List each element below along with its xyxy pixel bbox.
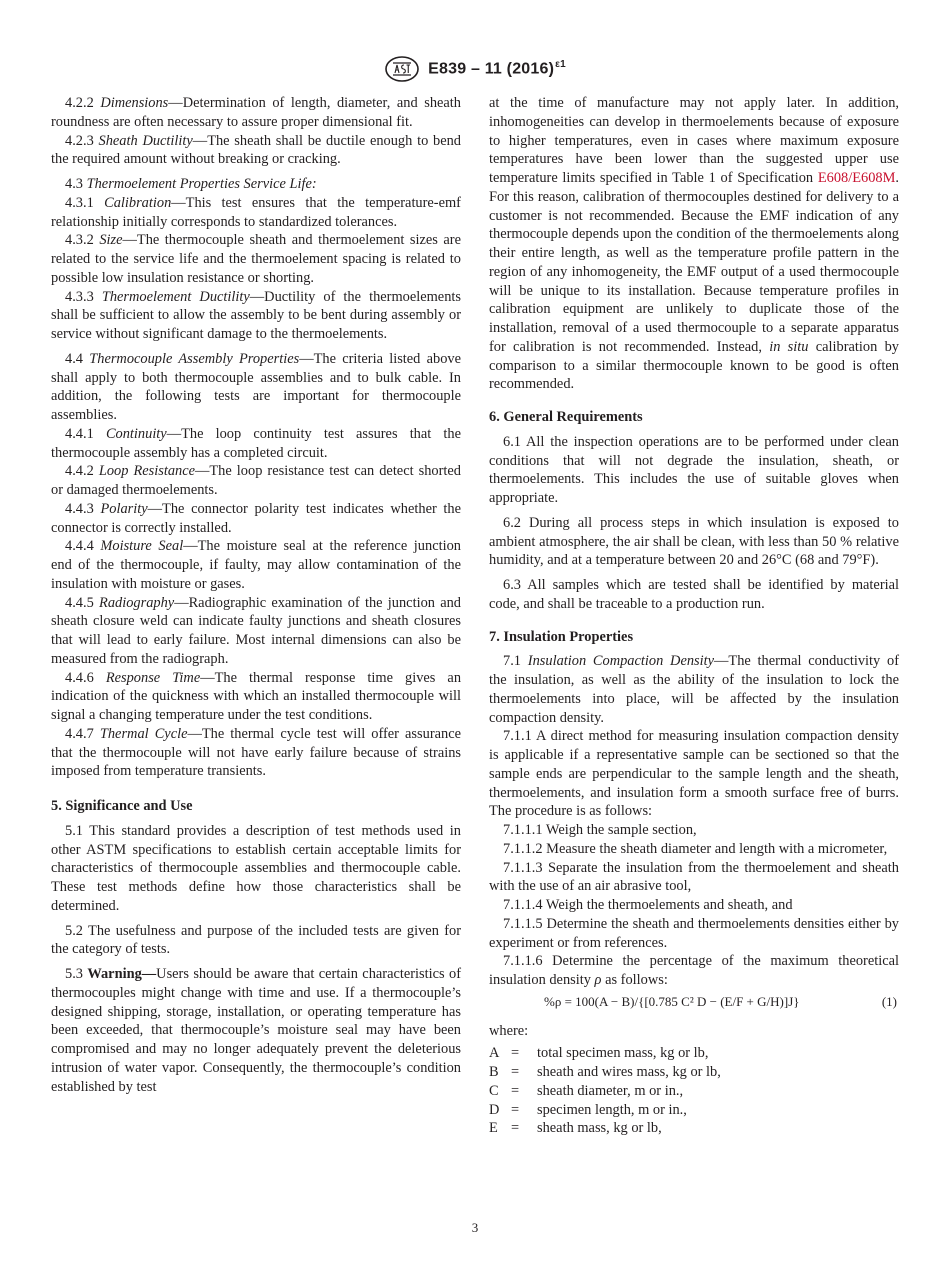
paragraph-4-2-3: 4.2.3 Sheath Ductility—The sheath shall be ductile enough to bend the required amount without breaking or cracking. — [51, 132, 461, 168]
paragraph-4-2-2: 4.2.2 Dimensions—Determination of length, diameter, and sheath roundness are often necessary to assure proper dimensional fit. — [51, 95, 461, 130]
page-header — [0, 54, 950, 84]
paragraph-7-1-1-1: 7.1.1.1 Weigh the sample section, — [503, 822, 697, 838]
paragraph-7-1: 7.1 Insulation Compaction Density—The thermal conductivity of the insulation, as well as the ability of the insulation to lock the thermoelements into place, will be affected by the insulation compaction density. — [489, 653, 899, 726]
equation-number: (1) — [881, 993, 897, 1009]
variable-definitions — [489, 1044, 899, 1138]
paragraph-4-4-7: 4.4.7 Thermal Cycle—The thermal cycle test will offer assurance that the thermocouple will not have early failure because of strains imposed from temperature transients. — [51, 725, 461, 780]
definition-row: D = specimen length, m or in., — [489, 1101, 687, 1118]
paragraph-4-4: 4.4 Thermocouple Assembly Properties—The criteria listed above shall apply to both thermocouple assemblies and to bulk cable. In addition, the following tests are important for thermocouple assemblies. — [51, 350, 461, 423]
paragraph-7-1-1-2: 7.1.1.2 Measure the sheath diameter and length with a micrometer, — [503, 840, 888, 857]
paragraph-7-1-1-3: 7.1.1.3 Separate the insulation from the thermoelement and sheath with the use of an air abrasive tool, — [489, 859, 899, 895]
paragraph-4-4-6: 4.4.6 Response Time—The thermal response time gives an indication of the quickness with which an installed thermocouple will signal a changing temperature under the test conditions. — [51, 669, 462, 723]
paragraph-4-4-1: 4.4.1 Continuity—The loop continuity test assures that the thermocouple assembly has a completed circuit. — [51, 425, 461, 461]
page-number: 3 — [471, 1220, 479, 1235]
paragraph-4-3: 4.3 Thermoelement Properties Service Life: — [65, 176, 317, 192]
paragraph-5-1: 5.1 This standard provides a description of test methods used in other ASTM specifications to establish certain acceptable limits for characteristics of thermocouple assemblies and thermocouple cable. These test methods define how those characteristics shall be determined. — [51, 822, 461, 914]
paragraph-6-2: 6.2 During all process steps in which insulation is exposed to ambient atmosphere, the air shall be clean, with less than 50 % relative humidity, and at a temperature between 20 and 26°C (68 and 79°F). — [489, 514, 899, 569]
warning-label: Warning— — [87, 966, 157, 982]
paragraph-7-1-1-4: 7.1.1.4 Weigh the thermoelements and sheath, and — [503, 897, 793, 913]
astm-logo-icon — [384, 55, 420, 83]
definition-row: C = sheath diameter, m or in., — [489, 1082, 684, 1099]
equation-1 — [489, 993, 899, 1012]
section-5-heading: 5. Significance and Use — [51, 798, 193, 814]
equation-formula: %ρ = 100(A − B)/{[0.785 C² D − (E/F + G/H)]J} — [544, 993, 800, 1009]
definition-row: E = sheath mass, kg or lb, — [489, 1120, 662, 1137]
definition-row: A = total specimen mass, kg or lb, — [489, 1045, 709, 1062]
paragraph-4-3-2: 4.3.2 Size—The thermocouple sheath and thermoelement sizes are related to the service life and the thermoelement spacing is related to possible low insulation resistance or shorting. — [51, 232, 461, 286]
paragraph-5-2: 5.2 The usefulness and purpose of the included tests are given for the category of tests. — [51, 922, 461, 958]
definition-row: B = sheath and wires mass, kg or lb, — [489, 1064, 721, 1080]
paragraph-5-3-continued: at the time of manufacture may not apply later. In addition, inhomogeneities can develop in thermoelements because of exposure to higher temperatures, even in cases where maximum exposure temperatures have been lower than the suggested upper use temperature limits specified in Table 1 of Specification E608/E608M. For this reason, calibration of thermocouples destined for delivery to a customer is not recommended. Because the EMF indication of any thermocouple depends upon the condition of the thermoelements along their entire length, as well as the temperature profile pattern in the region of any inhomogeneity, the EMF output of a used thermocouple will be unique to its installation. Because temperature profiles in calibration equipment are unlikely to duplicate those of the installation, removal of a used thermocouple to a separate apparatus for calibration is not recommended. Instead, in situ calibration by comparison to a similar thermocouple known to be good is often recommended. — [489, 95, 899, 393]
paragraph-4-4-4: 4.4.4 Moisture Seal—The moisture seal at the reference junction end of the thermocouple, if faulty, may allow contamination of the insulation with moisture or gases. — [51, 538, 461, 592]
paragraph-4-3-3: 4.3.3 Thermoelement Ductility—Ductility of the thermoelements shall be sufficient to allow the assembly to be bent during assembly or service without significant damage to the thermoelements. — [51, 288, 461, 342]
where-label: where: — [489, 1022, 529, 1039]
paragraph-4-4-5: 4.4.5 Radiography—Radiographic examination of the junction and sheath closure weld can indicate faulty junctions and sheath closures that will lead to early failure. Most internal dimensions can also be measured from the radiograph. — [51, 594, 461, 667]
paragraph-4-3-1: 4.3.1 Calibration—This test ensures that the temperature-emf relationship initially corresponds to standardized tolerances. — [51, 194, 461, 230]
paragraph-4-4-3: 4.4.3 Polarity—The connector polarity test indicates whether the connector is correctly installed. — [51, 500, 461, 536]
specification-link[interactable]: E608/E608M — [817, 170, 896, 186]
edition-superscript: ε1 — [555, 59, 566, 71]
paragraph-6-1: 6.1 All the inspection operations are to be performed under clean conditions that will not degrade the insulation, sheath, or thermoelements. This includes the use of suitable gloves when appropriate. — [489, 433, 899, 506]
paragraph-7-1-1-5: 7.1.1.5 Determine the sheath and thermoelements densities either by experiment or from references. — [489, 915, 899, 951]
paragraph-7-1-1-6: 7.1.1.6 Determine the percentage of the maximum theoretical insulation density ρ as follows: — [489, 953, 899, 988]
paragraph-4-4-2: 4.4.2 Loop Resistance—The loop resistance test can detect shorted or damaged thermoelements. — [51, 463, 461, 498]
paragraph-6-3: 6.3 All samples which are tested shall be identified by material code, and shall be traceable to a production run. — [489, 577, 899, 612]
section-7-heading: 7. Insulation Properties — [489, 628, 634, 645]
paragraph-5-3: 5.3 Warning—Users should be aware that certain characteristics of thermocouples might change with time and use. If a thermocouple’s designed shipping, storage, installation, or operating temperature has been exceeded, that thermocouple’s moisture seal may have been compromised and may no longer adequately prevent the deleterious intrusion of water vapor. Consequently, the thermocouple’s condition established by test — [51, 966, 461, 1095]
left-column — [51, 94, 461, 1096]
right-column — [489, 94, 899, 1138]
paragraph-7-1-1: 7.1.1 A direct method for measuring insulation compaction density is applicable if a representative sample can be sectioned so that the sample ends are perpendicular to the sample length and the sheath, thermoelements, and insulation form a smooth surface free of burrs. The procedure is as follows: — [489, 728, 899, 820]
document-designation: E839 – 11 $(2016)^{\varepsilon 1}$ — [428, 59, 566, 78]
section-6-heading: 6. General Requirements — [489, 409, 643, 425]
